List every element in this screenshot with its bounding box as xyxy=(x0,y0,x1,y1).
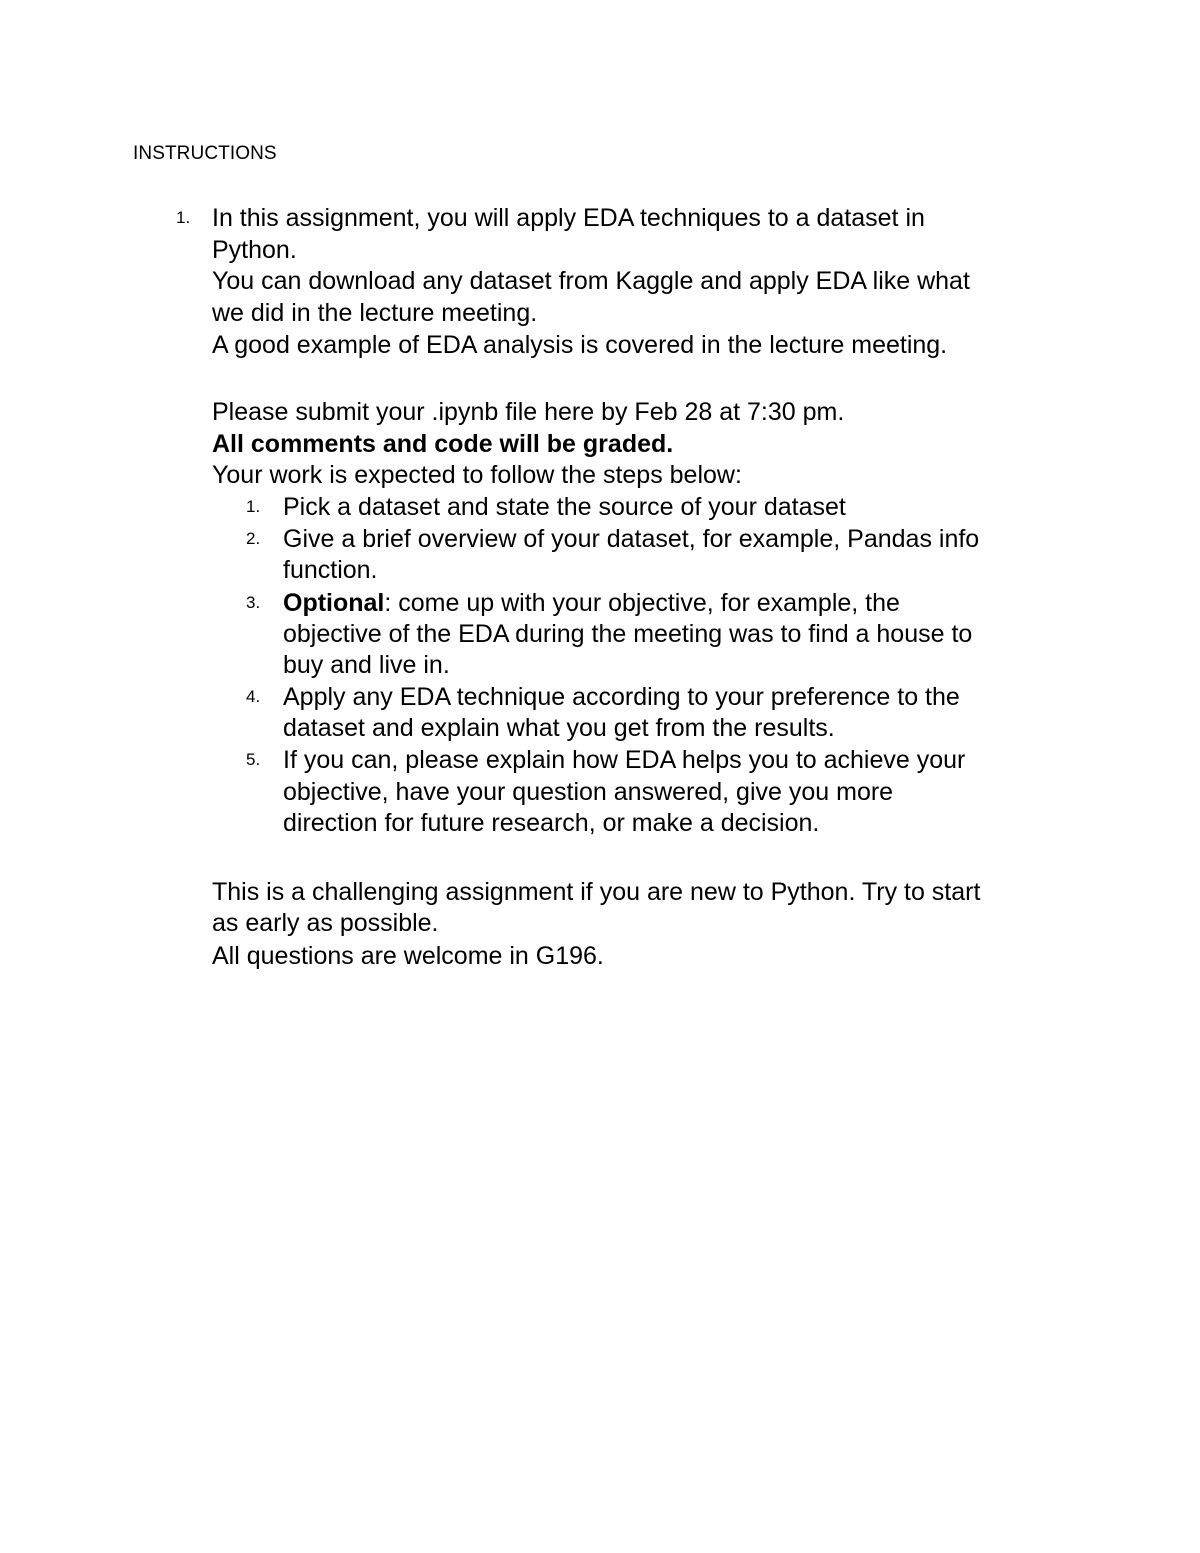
step-2-line-2: function. xyxy=(283,556,378,584)
step-1-number: 1. xyxy=(246,497,261,516)
closing-line-1: This is a challenging assignment if you are new to Python. Try to start xyxy=(212,878,981,906)
step-4-number: 4. xyxy=(246,687,261,706)
step-4-line-2: dataset and explain what you get from the results. xyxy=(283,714,835,742)
step-3-line-3: buy and live in. xyxy=(283,651,450,679)
item-1-line-2: Python. xyxy=(212,236,297,264)
step-3-line-1 xyxy=(283,587,900,619)
step-5-line-1: If you can, please explain how EDA helps you to achieve your xyxy=(283,746,966,774)
item-1-number: 1. xyxy=(176,208,191,227)
instructions-heading: INSTRUCTIONS xyxy=(133,143,277,164)
closing-line-2: as early as possible. xyxy=(212,909,439,937)
item-1-line-3: You can download any dataset from Kaggle and apply EDA like what xyxy=(212,267,970,295)
graded-notice: All comments and code will be graded. xyxy=(212,430,674,458)
step-3-line-2: objective of the EDA during the meeting was to find a house to xyxy=(283,620,973,648)
submit-instruction: Please submit your .ipynb file here by Feb 28 at 7:30 pm. xyxy=(212,398,845,426)
step-2-line-1: Give a brief overview of your dataset, for example, Pandas info xyxy=(283,525,980,553)
item-1-line-4: we did in the lecture meeting. xyxy=(212,299,538,327)
steps-intro: Your work is expected to follow the steps below: xyxy=(212,461,742,489)
step-5-line-2: objective, have your question answered, give you more xyxy=(283,778,894,806)
step-5-number: 5. xyxy=(246,750,261,769)
step-3-bold-lead: Optional xyxy=(283,589,385,617)
item-1-line-1: In this assignment, you will apply EDA techniques to a dataset in xyxy=(212,204,925,232)
step-2-number: 2. xyxy=(246,529,261,548)
step-3-number: 3. xyxy=(246,593,261,612)
closing-line-3: All questions are welcome in G196. xyxy=(212,942,604,970)
item-1-line-5: A good example of EDA analysis is covered in the lecture meeting. xyxy=(212,331,948,359)
step-5-line-3: direction for future research, or make a decision. xyxy=(283,809,820,837)
step-4-line-1: Apply any EDA technique according to your preference to the xyxy=(283,683,960,711)
step-1-line-1: Pick a dataset and state the source of your dataset xyxy=(283,493,846,521)
step-3-line-1-text: : come up with your objective, for example, the xyxy=(384,589,900,617)
